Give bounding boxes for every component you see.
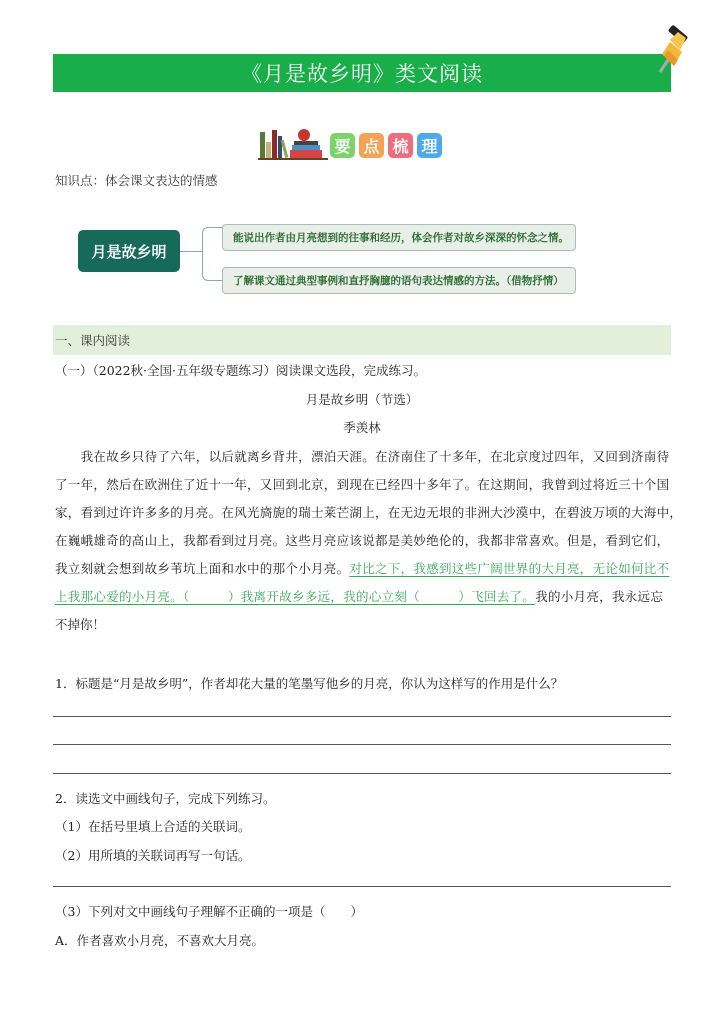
passage-line: 我在故乡只待了六年，以后就离乡背井，漂泊天涯。在济南住了十多年，在北京度过四年，又回到济南待 — [55, 449, 670, 464]
passage-line: 家，看到过许许多多的月亮。在风光旖旎的瑞士莱芒湖上，在无边无垠的非洲大沙漠中，在碧波万顷的大海中， — [55, 505, 683, 520]
logo-char: 要 — [330, 133, 355, 158]
question-2-1: （1）在括号里填上合适的关联词。 — [55, 819, 251, 834]
passage-line: 不掉你！ — [55, 617, 106, 632]
underlined-sentence: 对比之下，我感到这些广阔世界的大月亮，无论如何比不 — [349, 561, 670, 576]
section-heading-text: 一、课内阅读 — [55, 333, 131, 348]
passage-line: 了一年，然后在欧洲住了近十一年，又回到北京，到现在已经四十多年了。在这期间，我曾到过将近三十个国 — [55, 477, 670, 492]
pushpin-icon — [640, 22, 700, 82]
key-points-logo — [258, 122, 458, 160]
mindmap-branch-1: 能说出作者由月亮想到的往事和经历，体会作者对故乡深深的怀念之情。 — [222, 224, 576, 251]
question-1: 1．标题是“月是故乡明”，作者却花大量的笔墨写他乡的月亮，你认为这样写的作用是什么？ — [55, 676, 564, 691]
knowledge-point: 知识点：体会课文表达的情感 — [55, 173, 218, 188]
mindmap-connector — [202, 227, 222, 281]
answer-line[interactable] — [53, 886, 671, 887]
passage-line — [55, 587, 663, 605]
underlined-sentence: 上我那心爱的小月亮。（ ）我离开故乡多远，我的心立刻（ ）飞回去了。 — [55, 589, 536, 604]
logo-char: 梳 — [388, 133, 413, 158]
passage-author: 季羡林 — [343, 420, 381, 435]
answer-line[interactable] — [53, 744, 671, 745]
question-2-2: （2）用所填的关联词再写一句话。 — [55, 848, 251, 863]
books-icon — [258, 126, 328, 160]
exercise-intro: （一）（2022秋·全国·五年级专题练习）阅读课文选段，完成练习。 — [55, 363, 427, 378]
mindmap-root: 月是故乡明 — [78, 230, 180, 272]
logo-char: 点 — [359, 133, 384, 158]
logo-char: 理 — [417, 133, 442, 158]
title-banner — [53, 54, 671, 92]
mindmap-connector — [180, 251, 202, 252]
question-2-3: （3）下列对文中画线句子理解不正确的一项是（ ） — [55, 904, 363, 919]
passage-line — [55, 559, 669, 577]
answer-line[interactable] — [53, 773, 671, 774]
section-heading — [53, 325, 671, 355]
option-a: A．作者喜欢小月亮，不喜欢大月亮。 — [55, 933, 265, 948]
mindmap-branch-2: 了解课文通过典型事例和直抒胸臆的语句表达情感的方法。（借物抒情） — [222, 267, 576, 294]
passage-text: 我立刻就会想到故乡苇坑上面和水中的那个小月亮。 — [55, 561, 350, 576]
passage-text: 我的小月亮，我永远忘 — [535, 589, 664, 604]
passage-title: 月是故乡明（节选） — [305, 392, 419, 407]
passage-line: 在巍峨雄奇的高山上，我都看到过月亮。这些月亮应该说都是美妙绝伦的，我都非常喜欢。但是，看到它们， — [55, 533, 670, 548]
key-points-chars — [330, 133, 442, 158]
mindmap — [54, 200, 614, 310]
answer-line[interactable] — [53, 716, 671, 717]
page-title: 《月是故乡明》类文阅读 — [241, 62, 483, 86]
question-2: 2．读选文中画线句子，完成下列练习。 — [55, 791, 276, 806]
